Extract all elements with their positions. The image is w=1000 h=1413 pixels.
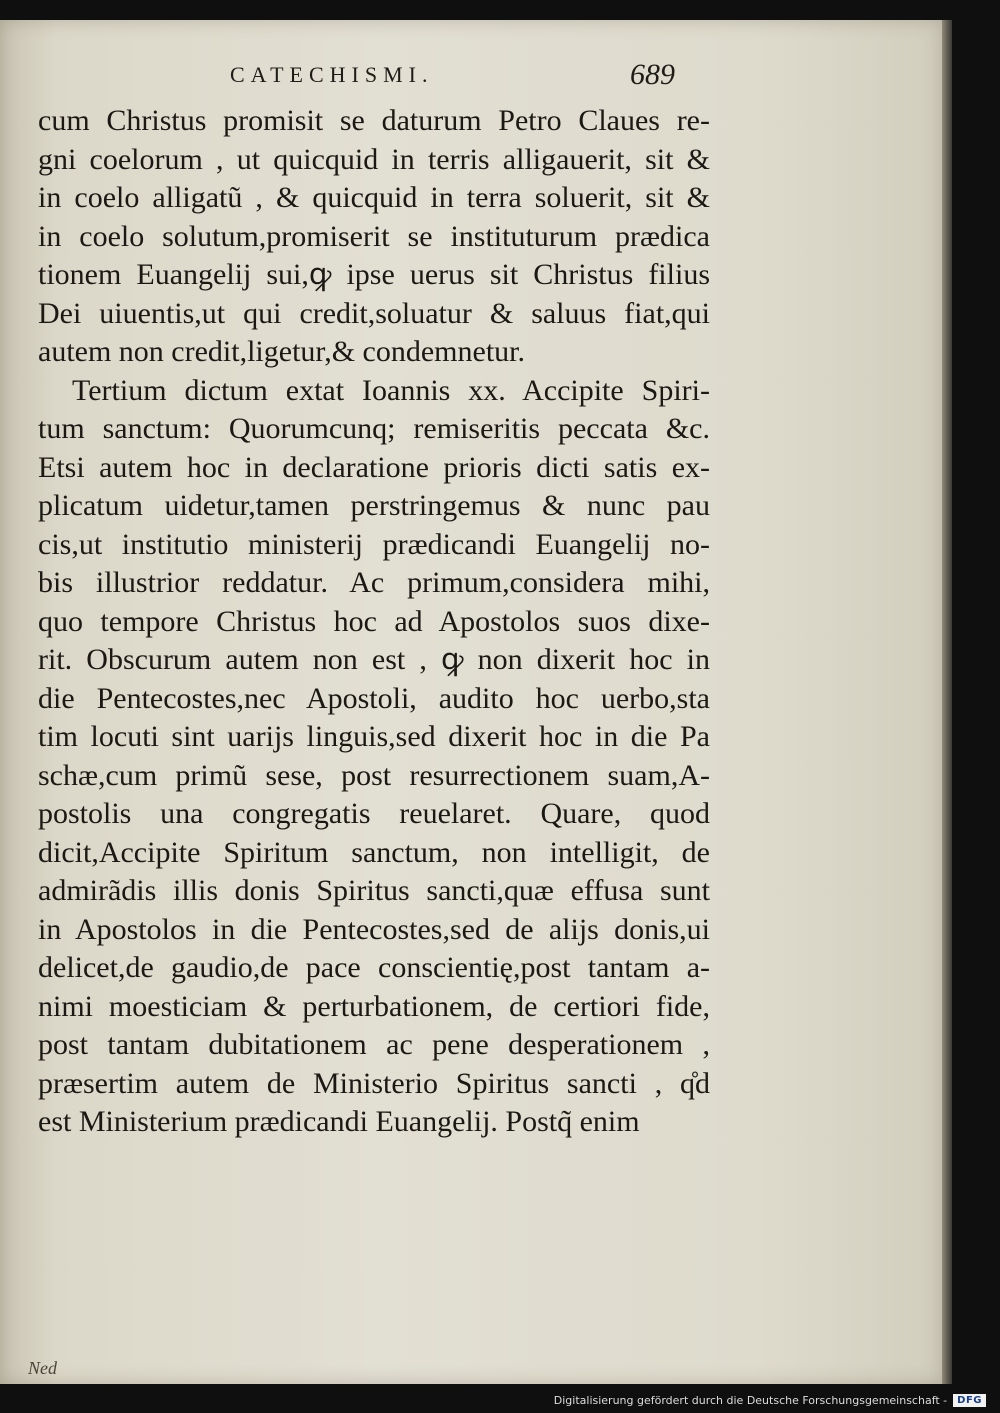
margin-mark: Ned	[28, 1358, 57, 1378]
text-line: autem non credit,ligetur,& condemnetur.	[38, 335, 525, 368]
text-line: Dei uiuentis,ut qui credit,soluatur & saluus fiat,qui	[38, 296, 710, 330]
dfg-logo: DFG	[953, 1394, 986, 1407]
text-line: cis,ut institutio ministerij prædicandi Euangelij no-	[38, 527, 710, 561]
body-text	[38, 102, 710, 1142]
page-number: 689	[630, 58, 675, 91]
text-line: delicet,de gaudio,de pace conscientię,post tantam a-	[38, 951, 710, 984]
text-line: post tantam dubitationem ac pene desperationem ,	[38, 1028, 710, 1061]
text-line: postolis una congregatis reuelaret. Quare, quod	[38, 797, 710, 830]
text-line: admirãdis illis donis Spiritus sancti,quæ effusa sunt	[38, 874, 710, 907]
credit-text: Digitalisierung gefördert durch die Deutsche Forschungsgemeinschaft -	[553, 1394, 948, 1407]
text-line: rit. Obscurum autem non est , ꝙ non dixerit hoc in	[38, 643, 710, 676]
text-line: in Apostolos in die Pentecostes,sed de alijs donis,ui	[38, 912, 710, 946]
text-line: gni coelorum , ut quicquid in terris alligauerit, sit &	[38, 142, 710, 176]
text-line: Tertium dictum extat Ioannis xx. Accipite Spiri-	[72, 373, 710, 407]
text-line: bis illustrior reddatur. Ac primum,considera mihi,	[38, 566, 710, 599]
text-line: est Ministerium prædicandi Euangelij. Postq̃ enim	[38, 1105, 640, 1138]
text-line: cum Christus promisit se daturum Petro Claues re-	[38, 104, 710, 137]
text-line: tim locuti sint uarijs linguis,sed dixerit hoc in die Pa	[38, 720, 710, 753]
text-line: præsertim autem de Ministerio Spiritus sancti , q̊d	[38, 1066, 710, 1100]
text-line: quo tempore Christus hoc ad Apostolos suos dixe-	[38, 604, 710, 638]
running-title: CATECHISMI.	[230, 62, 434, 87]
text-line: Etsi autem hoc in declaratione prioris dicti satis ex-	[38, 450, 710, 484]
text-line: plicatum uidetur,tamen perstringemus & nunc pau	[38, 489, 710, 522]
text-line: tionem Euangelij sui,ꝙ ipse uerus sit Christus filius	[38, 258, 710, 291]
text-line: tum sanctum: Quorumcunq; remiseritis peccata &c.	[38, 412, 710, 445]
text-line: in coelo alligatũ , & quicquid in terra soluerit, sit &	[38, 181, 710, 214]
text-line: schæ,cum primũ sese, post resurrectionem suam,A-	[38, 758, 710, 792]
digitization-credit	[554, 1394, 986, 1407]
text-line: nimi moesticiam & perturbationem, de certiori fide,	[38, 989, 710, 1023]
text-line: dicit,Accipite Spiritum sanctum, non intelligit, de	[38, 835, 710, 869]
page-edge	[942, 20, 952, 1384]
text-line: die Pentecostes,nec Apostoli, audito hoc uerbo,sta	[38, 681, 710, 715]
text-line: in coelo solutum,promiserit se instituturum prædica	[38, 219, 710, 253]
